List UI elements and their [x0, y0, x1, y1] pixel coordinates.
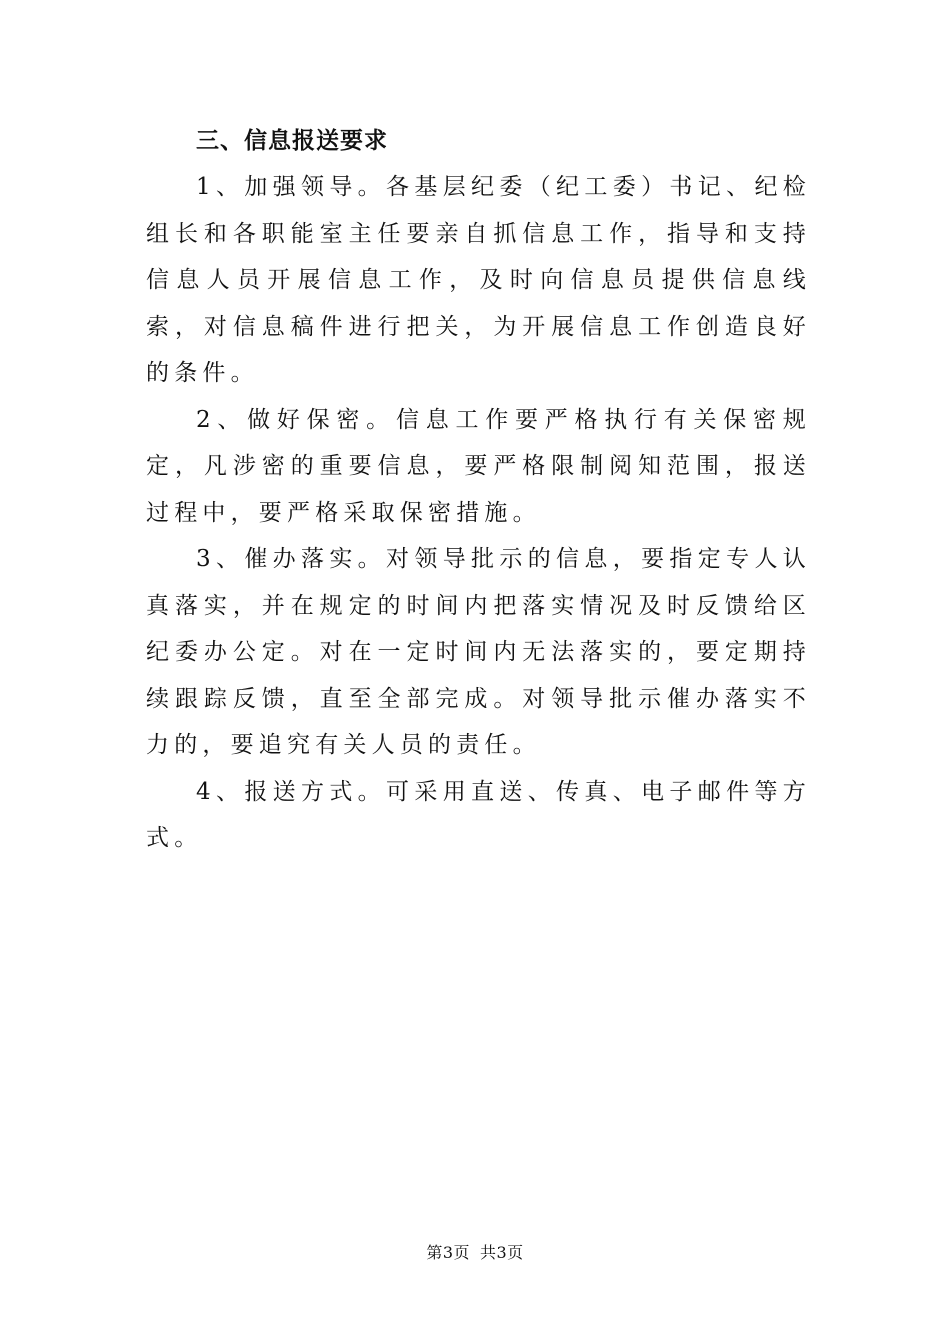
paragraph-strengthen-leadership: 1、加强领导。各基层纪委（纪工委）书记、纪检组长和各职能室主任要亲自抓信息工作，指导和支持信息人员开展信息工作，及时向信息员提供信息线索，对信息稿件进行把关，为开展信息工作创造良好的条件。: [146, 174, 811, 386]
page-footer: [0, 1243, 950, 1263]
document-body: [146, 118, 811, 862]
page-total: 共3页: [480, 1243, 524, 1262]
paragraph-follow-up: 3、催办落实。对领导批示的信息，要指定专人认真落实，并在规定的时间内把落实情况及时反馈给区纪委办公定。对在一定时间内无法落实的，要定期持续跟踪反馈，直至全部完成。对领导批示催办落实不力的，要追究有关人员的责任。: [146, 546, 811, 758]
page-number: 第3页: [426, 1243, 470, 1262]
paragraph-confidentiality: 2、做好保密。信息工作要严格执行有关保密规定，凡涉密的重要信息，要严格限制阅知范围，报送过程中，要严格采取保密措施。: [146, 406, 811, 526]
section-heading: 三、信息报送要求: [196, 128, 388, 154]
paragraph-submission-method: 4、报送方式。可采用直送、传真、电子邮件等方式。: [146, 778, 811, 851]
